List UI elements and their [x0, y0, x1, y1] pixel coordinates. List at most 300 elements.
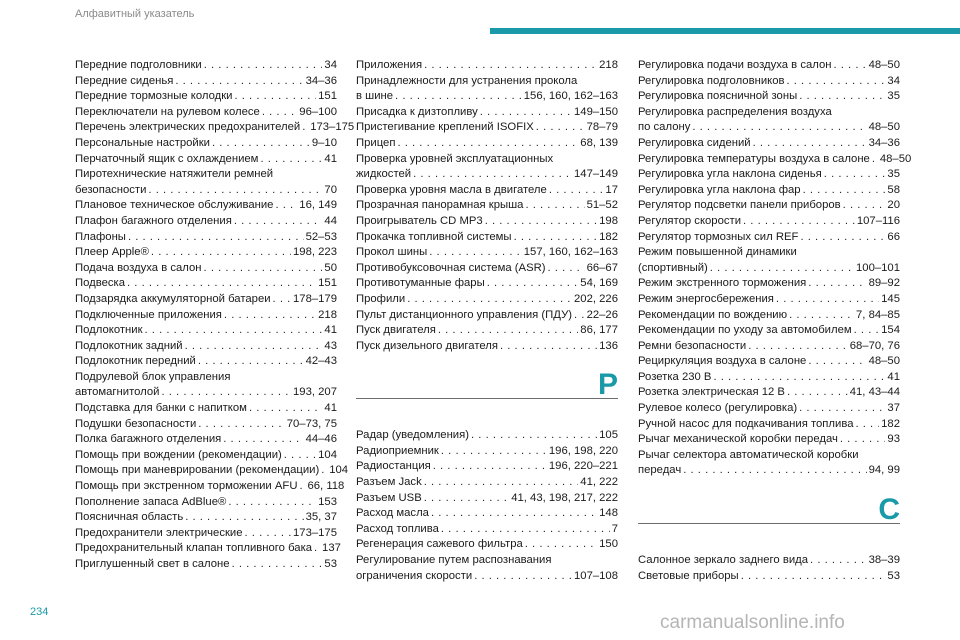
- entry-term: Рекомендации по вождению: [638, 308, 788, 321]
- dot-leader: [840, 432, 886, 448]
- entry-term: Радиостанция: [356, 460, 431, 473]
- index-entry: [638, 105, 900, 136]
- dot-leader: [260, 152, 322, 168]
- entry-term: Регенерация сажевого фильтра: [356, 538, 523, 551]
- dot-leader: [741, 569, 886, 585]
- dot-leader: [480, 105, 572, 121]
- entry-pages: 35: [887, 168, 900, 181]
- page-number: 234: [30, 606, 49, 618]
- entry-term-line: Принадлежности для устранения прокола: [356, 74, 578, 87]
- index-entry: [356, 183, 618, 199]
- entry-term: Регулировка сидений: [638, 136, 751, 149]
- dot-leader: [128, 230, 304, 246]
- dot-leader: [525, 537, 597, 553]
- entry-term: Пуск дизельного двигателя: [356, 339, 498, 352]
- entry-pages: 93: [887, 433, 900, 446]
- index-entry: [638, 292, 900, 308]
- entry-term: по салону: [638, 121, 691, 134]
- entry-pages: 66: [887, 230, 900, 243]
- index-entry: [638, 230, 900, 246]
- dot-leader: [223, 432, 303, 448]
- section-rule: [638, 523, 900, 524]
- index-entry: [75, 308, 337, 324]
- entry-pages: 58: [887, 183, 900, 196]
- entry-pages: 156, 160, 162–163: [523, 90, 618, 103]
- entry-term: Расход топлива: [356, 522, 439, 535]
- entry-term: Плафон багажного отделения: [75, 214, 232, 227]
- entry-term: Перечень электрических предохранителей: [75, 121, 301, 134]
- entry-pages: 196, 220–221: [548, 460, 618, 473]
- dot-leader: [275, 198, 297, 214]
- index-entry: [356, 491, 618, 507]
- dot-leader: [284, 448, 316, 464]
- entry-pages: 173–175: [310, 121, 355, 134]
- dot-leader: [314, 541, 320, 557]
- dot-leader: [234, 214, 323, 230]
- entry-term: Регулировка подачи воздуха в салон: [638, 59, 832, 71]
- entry-pages: 202, 226: [574, 292, 618, 305]
- index-entry: [75, 526, 337, 542]
- entry-pages: 7, 84–85: [856, 308, 900, 321]
- entry-pages: 198, 223: [293, 246, 337, 259]
- entry-term-line: Подрулевой блок управления: [75, 370, 231, 383]
- index-entry: [75, 401, 337, 417]
- dot-leader: [438, 323, 578, 339]
- entry-term: Переключатели на рулевом колесе: [75, 105, 260, 118]
- entry-term: безопасности: [75, 183, 147, 196]
- index-entry: [356, 245, 618, 261]
- dot-leader: [198, 417, 284, 433]
- entry-pages: 52–53: [305, 230, 337, 243]
- entry-pages: 218: [318, 308, 337, 321]
- entry-pages: 43: [324, 339, 337, 352]
- dot-leader: [185, 510, 303, 526]
- entry-term: Помощь при маневрировании (рекомендации): [75, 464, 320, 477]
- entry-term: Радиоприемник: [356, 444, 439, 457]
- index-entry: [356, 553, 618, 584]
- dot-leader: [299, 479, 305, 495]
- index-entry: [75, 245, 337, 261]
- entry-pages: 94, 99: [868, 464, 900, 477]
- entry-term: Розетка электрическая 12 В: [638, 386, 785, 399]
- entry-term: Подлокотник передний: [75, 355, 196, 368]
- index-entry: [75, 463, 349, 479]
- entry-term: Разъем USB: [356, 491, 422, 504]
- dot-leader: [228, 495, 316, 511]
- index-entry: [75, 152, 337, 168]
- entry-term: Пульт дистанционного управления (ПДУ): [356, 308, 573, 321]
- entry-pages: 218: [599, 59, 618, 71]
- index-entry: [75, 495, 337, 511]
- entry-term: Регулятор тормозных сил REF: [638, 230, 799, 243]
- entry-pages: 66, 118: [307, 480, 345, 493]
- header-accent-bar: [490, 28, 960, 34]
- entry-term: Рулевое колесо (регулировка): [638, 402, 798, 415]
- entry-term: Расход масла: [356, 507, 429, 520]
- dot-leader: [834, 58, 867, 74]
- dot-leader: [234, 89, 316, 105]
- entry-pages: 34: [887, 74, 900, 87]
- index-entry: [75, 276, 337, 292]
- dot-leader: [710, 261, 854, 277]
- index-entry: [75, 230, 337, 246]
- entry-pages: 182: [599, 230, 618, 243]
- entry-term: Противобуксовочная система (ASR): [356, 261, 546, 274]
- entry-pages: 68, 139: [580, 136, 618, 149]
- dot-leader: [713, 370, 885, 386]
- entry-pages: 7: [611, 522, 618, 535]
- dot-leader: [471, 428, 597, 444]
- entry-pages: 150: [599, 538, 618, 551]
- entry-pages: 145: [881, 292, 900, 305]
- entry-term: Пуск двигателя: [356, 324, 436, 337]
- entry-term: Противотуманные фары: [356, 277, 485, 290]
- entry-term: Приглушенный свет в салоне: [75, 558, 230, 570]
- entry-term: Помощь при экстренном торможении AFU: [75, 480, 298, 493]
- entry-pages: 35: [887, 90, 900, 103]
- index-entry: [75, 136, 337, 152]
- entry-pages: 105: [599, 429, 618, 442]
- dot-leader: [145, 323, 323, 339]
- watermark: carmanualsonline.info: [660, 612, 845, 633]
- dot-leader: [175, 74, 303, 90]
- index-entry: [356, 214, 618, 230]
- entry-term: Подача воздуха в салон: [75, 261, 202, 274]
- dot-leader: [302, 120, 308, 136]
- entry-term: Рычаг механической коробки передач: [638, 433, 838, 446]
- dot-leader: [397, 136, 578, 152]
- index-entry: [638, 245, 900, 276]
- entry-term: Плафоны: [75, 230, 126, 243]
- entry-pages: 70: [324, 183, 337, 196]
- dot-leader: [789, 308, 854, 324]
- dot-leader: [198, 354, 304, 370]
- entry-term: Ремни безопасности: [638, 339, 747, 352]
- dot-leader: [748, 339, 848, 355]
- entry-term: Регулировка температуры воздуха в салоне: [638, 152, 870, 165]
- dot-leader: [212, 136, 310, 152]
- index-column-3: [638, 58, 912, 584]
- index-entry: [638, 354, 900, 370]
- entry-pages: 148: [599, 507, 618, 520]
- entry-pages: 38–39: [868, 554, 900, 567]
- index-entry: [75, 432, 337, 448]
- dot-leader: [743, 214, 855, 230]
- entry-term: Регулятор подсветки панели приборов: [638, 199, 841, 212]
- index-entry: [638, 136, 900, 152]
- dot-leader: [224, 308, 316, 324]
- entry-term: Регулятор скорости: [638, 214, 742, 227]
- dot-leader: [776, 292, 879, 308]
- index-entry: [638, 198, 900, 214]
- entry-pages: 35, 37: [305, 511, 337, 524]
- entry-pages: 41: [324, 402, 337, 415]
- entry-term: Подушки безопасности: [75, 417, 197, 430]
- dot-leader: [424, 58, 597, 74]
- entry-pages: 20: [887, 199, 900, 212]
- index-list-r-cont: [638, 58, 912, 479]
- dot-leader: [245, 526, 291, 542]
- index-entry: [75, 167, 337, 198]
- entry-term: Подвеска: [75, 277, 126, 290]
- index-entry: [356, 136, 618, 152]
- dot-leader: [855, 417, 879, 433]
- index-entry: [356, 74, 618, 105]
- index-entry: [75, 105, 337, 121]
- index-entry: [638, 323, 900, 339]
- dot-leader: [692, 120, 866, 136]
- page-header-title: Алфавитный указатель: [75, 8, 195, 20]
- index-entry: [638, 370, 900, 386]
- dot-leader: [683, 463, 866, 479]
- index-entry: [75, 214, 337, 230]
- index-entry: [638, 58, 900, 74]
- index-entry: [638, 339, 900, 355]
- entry-pages: 34–36: [868, 136, 900, 149]
- entry-pages: 37: [887, 402, 900, 415]
- entry-pages: 107–108: [574, 569, 618, 582]
- dot-leader: [808, 354, 866, 370]
- entry-pages: 41: [324, 152, 337, 165]
- index-entry: [75, 198, 337, 214]
- entry-term: Профили: [356, 292, 406, 305]
- index-entry: [638, 152, 912, 168]
- entry-pages: 104: [318, 448, 337, 461]
- dot-leader: [262, 105, 297, 121]
- index-entry: [75, 74, 337, 90]
- entry-pages: 96–100: [299, 105, 337, 118]
- dot-leader: [824, 167, 886, 183]
- entry-pages: 178–179: [293, 292, 337, 305]
- entry-pages: 89–92: [868, 277, 900, 290]
- dot-leader: [204, 261, 323, 277]
- entry-term: Световые приборы: [638, 569, 739, 582]
- entry-pages: 53: [324, 558, 337, 570]
- index-entry: [75, 261, 337, 277]
- entry-pages: 107–116: [856, 214, 900, 227]
- entry-pages: 104: [329, 464, 349, 477]
- entry-term: передач: [638, 464, 682, 477]
- index-entry: [75, 448, 337, 464]
- entry-term: Регулировка подголовников: [638, 74, 785, 87]
- entry-pages: 149–150: [574, 105, 618, 118]
- index-entry: [356, 292, 618, 308]
- index-entry: [638, 308, 900, 324]
- dot-leader: [787, 385, 848, 401]
- dot-leader: [872, 152, 878, 168]
- dot-leader: [161, 385, 291, 401]
- entry-pages: 196, 198, 220: [548, 444, 618, 457]
- index-entry: [638, 448, 900, 479]
- entry-pages: 22–26: [586, 308, 618, 321]
- index-entry: [75, 120, 355, 136]
- entry-term: (спортивный): [638, 261, 708, 274]
- entry-term: Полка багажного отделения: [75, 433, 222, 446]
- entry-term: Поясничная область: [75, 511, 184, 524]
- index-entry: [356, 323, 618, 339]
- index-entry: [356, 152, 618, 183]
- entry-pages: 44: [324, 214, 337, 227]
- entry-pages: 100–101: [856, 261, 900, 274]
- dot-leader: [803, 183, 886, 199]
- dot-leader: [249, 401, 322, 417]
- dot-leader: [395, 89, 522, 105]
- entry-term-line: Пиротехнические натяжители ремней: [75, 168, 274, 181]
- index-entry: [638, 569, 900, 585]
- index-entry: [75, 292, 337, 308]
- index-entry: [638, 417, 900, 433]
- index-entry: [356, 522, 618, 538]
- entry-term-line: Рычаг селектора автоматической коробки: [638, 448, 859, 461]
- index-entry: [356, 230, 618, 246]
- entry-term: Подставка для банки с напитком: [75, 402, 247, 415]
- index-column-2: [356, 58, 618, 584]
- index-entry: [75, 510, 337, 526]
- entry-term: жидкостей: [356, 168, 412, 181]
- entry-term: Прокол шины: [356, 246, 428, 259]
- entry-term: Плеер Apple®: [75, 246, 149, 259]
- entry-term: Прозрачная панорамная крыша: [356, 199, 524, 212]
- dot-leader: [474, 569, 572, 585]
- dot-leader: [525, 198, 584, 214]
- entry-pages: 17: [605, 183, 618, 196]
- entry-term: Радар (уведомления): [356, 429, 470, 442]
- entry-pages: 41: [324, 324, 337, 337]
- entry-term: Подзарядка аккумуляторной батареи: [75, 292, 271, 305]
- dot-leader: [424, 491, 509, 507]
- entry-term: Пополнение запаса AdBlue®: [75, 495, 227, 508]
- entry-pages: 173–175: [293, 526, 337, 539]
- entry-term: Прицеп: [356, 136, 396, 149]
- entry-term-line: Режим повышенной динамики: [638, 246, 797, 259]
- section-letter: Р: [597, 368, 618, 402]
- entry-pages: 68–70, 76: [849, 339, 900, 352]
- index-entry: [75, 89, 337, 105]
- section-letter: С: [878, 493, 900, 527]
- index-entry: [638, 385, 900, 401]
- section-rule: [356, 398, 618, 399]
- section-divider-r: [356, 368, 618, 422]
- entry-pages: 147–149: [574, 168, 618, 181]
- entry-pages: 182: [881, 417, 900, 430]
- dot-leader: [753, 136, 867, 152]
- entry-term: автомагнитолой: [75, 386, 160, 399]
- entry-pages: 51–52: [586, 199, 618, 212]
- dot-leader: [548, 261, 585, 277]
- entry-term: Прокачка топливной системы: [356, 230, 512, 243]
- entry-pages: 41, 43, 198, 217, 222: [511, 491, 618, 504]
- entry-pages: 66–67: [586, 261, 618, 274]
- dot-leader: [151, 245, 291, 261]
- entry-term: Передние тормозные колодки: [75, 90, 233, 103]
- entry-pages: 41: [887, 370, 900, 383]
- dot-leader: [514, 230, 598, 246]
- entry-term: Плановое техническое обслуживание: [75, 199, 274, 212]
- entry-pages: 48–50: [868, 121, 900, 134]
- entry-term: Передние сиденья: [75, 74, 174, 87]
- dot-leader: [232, 557, 323, 573]
- entry-term: Перчаточный ящик с охлаждением: [75, 152, 259, 165]
- entry-term: Регулировка угла наклона сиденья: [638, 168, 822, 181]
- index-entry: [638, 74, 900, 90]
- entry-pages: 42–43: [305, 355, 337, 368]
- index-entry: [356, 198, 618, 214]
- index-entry: [75, 323, 337, 339]
- entry-pages: 137: [322, 542, 341, 555]
- entry-pages: 86, 177: [580, 324, 618, 337]
- entry-term: Персональные настройки: [75, 136, 210, 149]
- index-entry: [638, 214, 900, 230]
- dot-leader: [429, 245, 522, 261]
- entry-pages: 9–10: [311, 136, 337, 149]
- index-list-s: [638, 553, 900, 584]
- index-entry: [356, 537, 618, 553]
- dot-leader: [843, 198, 886, 214]
- dot-leader: [127, 276, 316, 292]
- index-entry: [356, 459, 618, 475]
- entry-term: Регулировка поясничной зоны: [638, 90, 798, 103]
- entry-term-line: Проверка уровней эксплуатационных: [356, 152, 554, 165]
- index-entry: [638, 183, 900, 199]
- entry-pages: 157, 160, 162–163: [523, 246, 618, 259]
- index-entry: [356, 276, 618, 292]
- entry-pages: 198: [599, 214, 618, 227]
- index-entry: [638, 553, 900, 569]
- index-entry: [75, 58, 337, 74]
- entry-term: Подлокотник задний: [75, 339, 183, 352]
- index-entry: [638, 89, 900, 105]
- dot-leader: [810, 553, 867, 569]
- dot-leader: [854, 323, 880, 339]
- index-entry: [638, 432, 900, 448]
- entry-pages: 154: [881, 324, 900, 337]
- dot-leader: [786, 74, 885, 90]
- dot-leader: [273, 292, 291, 308]
- dot-leader: [485, 214, 597, 230]
- entry-term: Подлокотник: [75, 324, 143, 337]
- entry-pages: 48–50: [868, 59, 900, 71]
- entry-pages: 48–50: [879, 152, 912, 165]
- entry-pages: 41, 222: [580, 476, 618, 489]
- index-entry: [356, 475, 618, 491]
- entry-pages: 70–73, 75: [286, 417, 337, 430]
- dot-leader: [549, 183, 604, 199]
- dot-leader: [204, 58, 323, 74]
- index-entry: [356, 105, 618, 121]
- entry-term-line: Регулирование путем распознавания: [356, 554, 552, 567]
- entry-term: Подключенные приложения: [75, 308, 222, 321]
- entry-term: Рециркуляция воздуха в салоне: [638, 355, 807, 368]
- dot-leader: [321, 463, 327, 479]
- entry-term: Рекомендации по уходу за автомобилем: [638, 324, 852, 337]
- entry-term: Присадка к дизтопливу: [356, 105, 478, 118]
- entry-term: Ручной насос для подкачивания топлива: [638, 417, 854, 430]
- index-list-r: [356, 428, 618, 584]
- dot-leader: [800, 230, 885, 246]
- index-entry: [75, 354, 337, 370]
- dot-leader: [441, 522, 610, 538]
- entry-term: ограничения скорости: [356, 569, 473, 582]
- entry-pages: 78–79: [586, 121, 618, 134]
- entry-term: Режим энергосбережения: [638, 292, 774, 305]
- entry-pages: 34: [324, 59, 337, 71]
- entry-term: Приложения: [356, 59, 423, 71]
- index-entry: [356, 444, 618, 460]
- index-entry: [638, 167, 900, 183]
- entry-term: Разъем Jack: [356, 476, 422, 489]
- index-entry: [356, 58, 618, 74]
- index-entry: [356, 428, 618, 444]
